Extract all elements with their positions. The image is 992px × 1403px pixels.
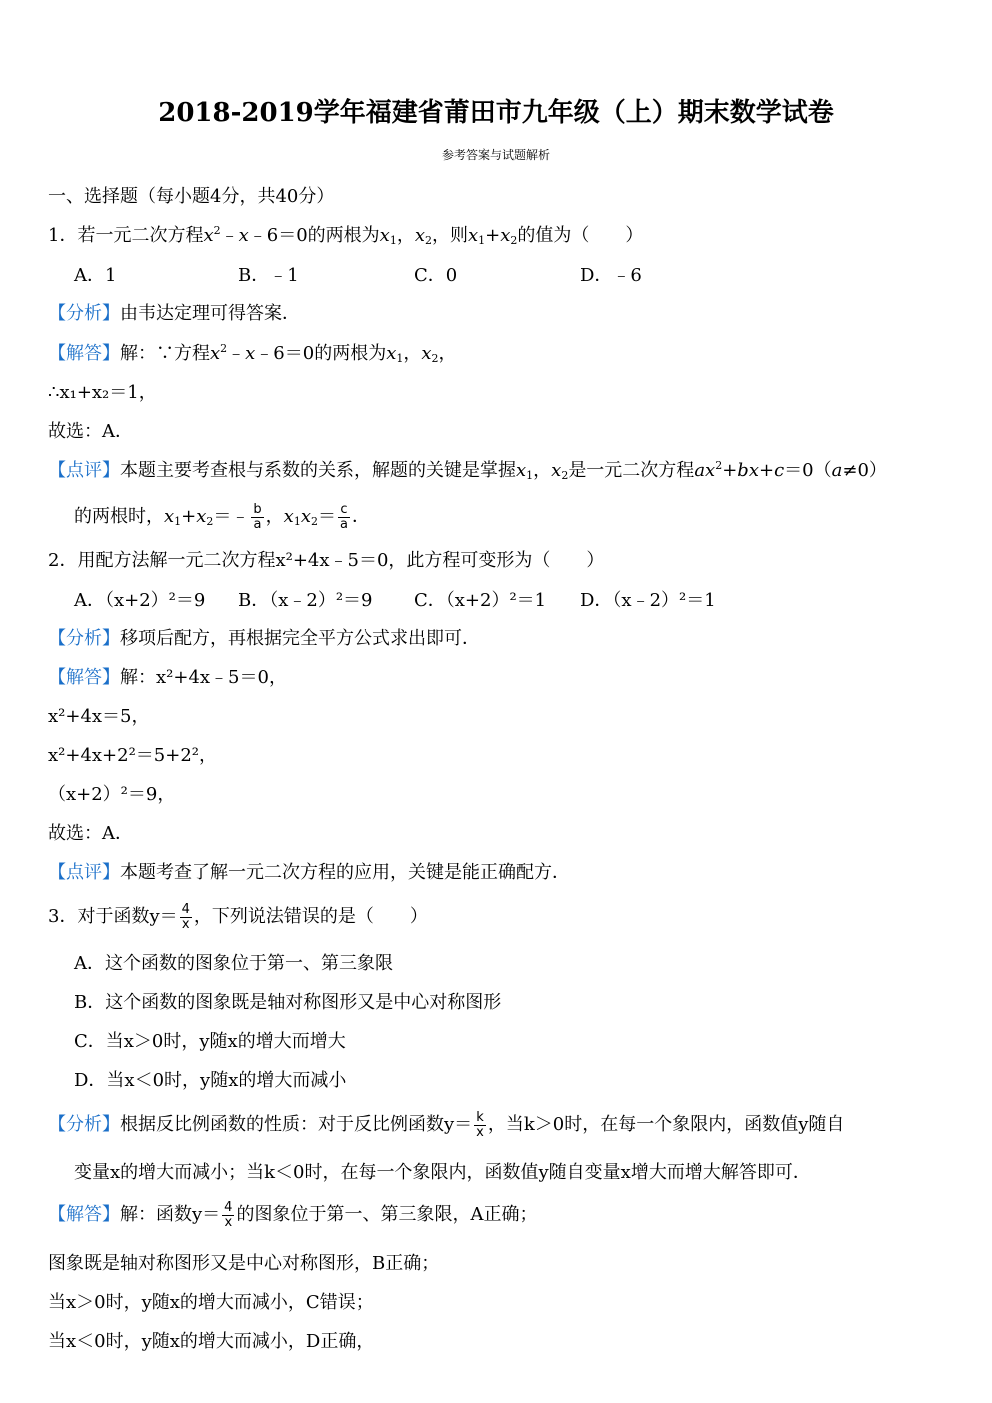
q1-analysis: 【分析】由韦达定理可得答案． bbox=[48, 303, 300, 324]
q3-solution-line: 图象既是轴对称图形又是中心对称图形，B正确； bbox=[48, 1253, 440, 1274]
question-2-stem: 2．用配方法解一元二次方程x²+4x﹣5＝0，此方程可变形为（ ） bbox=[48, 550, 605, 571]
q2-step: （x+2）²＝9， bbox=[48, 784, 176, 805]
section-heading: 一、选择题（每小题4分，共40分） bbox=[48, 186, 335, 207]
q2-solution: 【解答】解：x²+4x﹣5＝0， bbox=[48, 667, 287, 688]
question-3-stem: 3．对于函数y＝ $\frac{4}{x}$ ，下列说法错误的是（ ） bbox=[48, 901, 428, 932]
q1-comment: 【点评】本题主要考查根与系数的关系，解题的关键是掌握$x_1$，$x_2$是一元二次方程$ax^2+bx+c=0(a\ne 0)$ bbox=[48, 459, 887, 482]
q3-solution: 【解答】解：函数y＝ $\frac{4}{x}$ 的图象位于第一、第三象限，A正确； bbox=[48, 1199, 538, 1230]
q3-option-d: D．当x＜0时，y随x的增大而减小 bbox=[74, 1070, 347, 1091]
fraction-4-over-x: $\frac{4}{x}$ bbox=[181, 901, 190, 932]
q2-option-d: D．（x﹣2）²＝1 bbox=[580, 590, 716, 611]
q2-analysis: 【分析】移项后配方，再根据完全平方公式求出即可． bbox=[48, 628, 480, 649]
q3-option-c: C．当x＞0时，y随x的增大而增大 bbox=[74, 1031, 346, 1052]
q1-choice: 故选：A． bbox=[48, 421, 133, 442]
q1-option-d: D．﹣6 bbox=[580, 265, 642, 286]
q2-option-a: A．（x+2）²＝9 bbox=[74, 590, 206, 611]
q1-option-c: C．0 bbox=[414, 265, 458, 286]
q3-analysis-cont: 变量x的增大而减小；当k＜0时，在每一个象限内，函数值y随自变量x增大而增大解答即可． bbox=[74, 1162, 811, 1183]
fraction-4-over-x: $\frac{4}{x}$ bbox=[224, 1199, 233, 1230]
q1-comment-cont: 的两根时，$x_1+x_2=﹣$ $\frac{b}{a}$ ，$x_1x_2=$ $\frac{c}{a}$ ． bbox=[74, 501, 370, 532]
q1-solution: 【解答】解：∵方程$x^2﹣x﹣6=0$的两根为$x_1$，$x_2$， bbox=[48, 342, 457, 365]
q1-option-b: B．﹣1 bbox=[238, 265, 299, 286]
q2-choice: 故选：A． bbox=[48, 823, 133, 844]
q2-step: x²+4x＝5， bbox=[48, 706, 150, 727]
q3-solution-line: 当x＞0时，y随x的增大而减小，C错误； bbox=[48, 1292, 374, 1313]
q1-solution-step: ∴x₁+x₂＝1， bbox=[48, 382, 157, 403]
page-title: 2018-2019学年福建省莆田市九年级（上）期末数学试卷 bbox=[158, 98, 834, 128]
fraction-k-over-x: $\frac{k}{x}$ bbox=[476, 1109, 484, 1140]
q2-option-b: B．（x﹣2）²＝9 bbox=[238, 590, 373, 611]
page-subtitle: 参考答案与试题解析 bbox=[441, 148, 550, 162]
fraction-b-over-a: $\frac{b}{a}$ bbox=[253, 501, 262, 532]
q3-analysis: 【分析】根据反比例函数的性质：对于反比例函数y＝ $\frac{k}{x}$ ，当k＞0时，在每一个象限内，函数值y随自 bbox=[48, 1109, 845, 1140]
q1-option-a: A．1 bbox=[74, 265, 117, 286]
q3-option-a: A．这个函数的图象位于第一、第三象限 bbox=[74, 953, 393, 974]
q2-step: x²+4x+2²＝5+2²， bbox=[48, 745, 218, 766]
q2-comment: 【点评】本题考查了解一元二次方程的应用，关键是能正确配方． bbox=[48, 862, 570, 883]
q3-solution-line: 当x＜0时，y随x的增大而减小，D正确， bbox=[48, 1331, 375, 1352]
q2-option-c: C．（x+2）²＝1 bbox=[414, 590, 547, 611]
fraction-c-over-a: $\frac{c}{a}$ bbox=[339, 501, 348, 532]
q3-option-b: B．这个函数的图象既是轴对称图形又是中心对称图形 bbox=[74, 992, 502, 1013]
question-1-stem: 1．若一元二次方程$x^2﹣x﹣6=0$的两根为$x_1$，$x_2$，则$x_1+x_2$的值为（ ） bbox=[48, 224, 644, 247]
